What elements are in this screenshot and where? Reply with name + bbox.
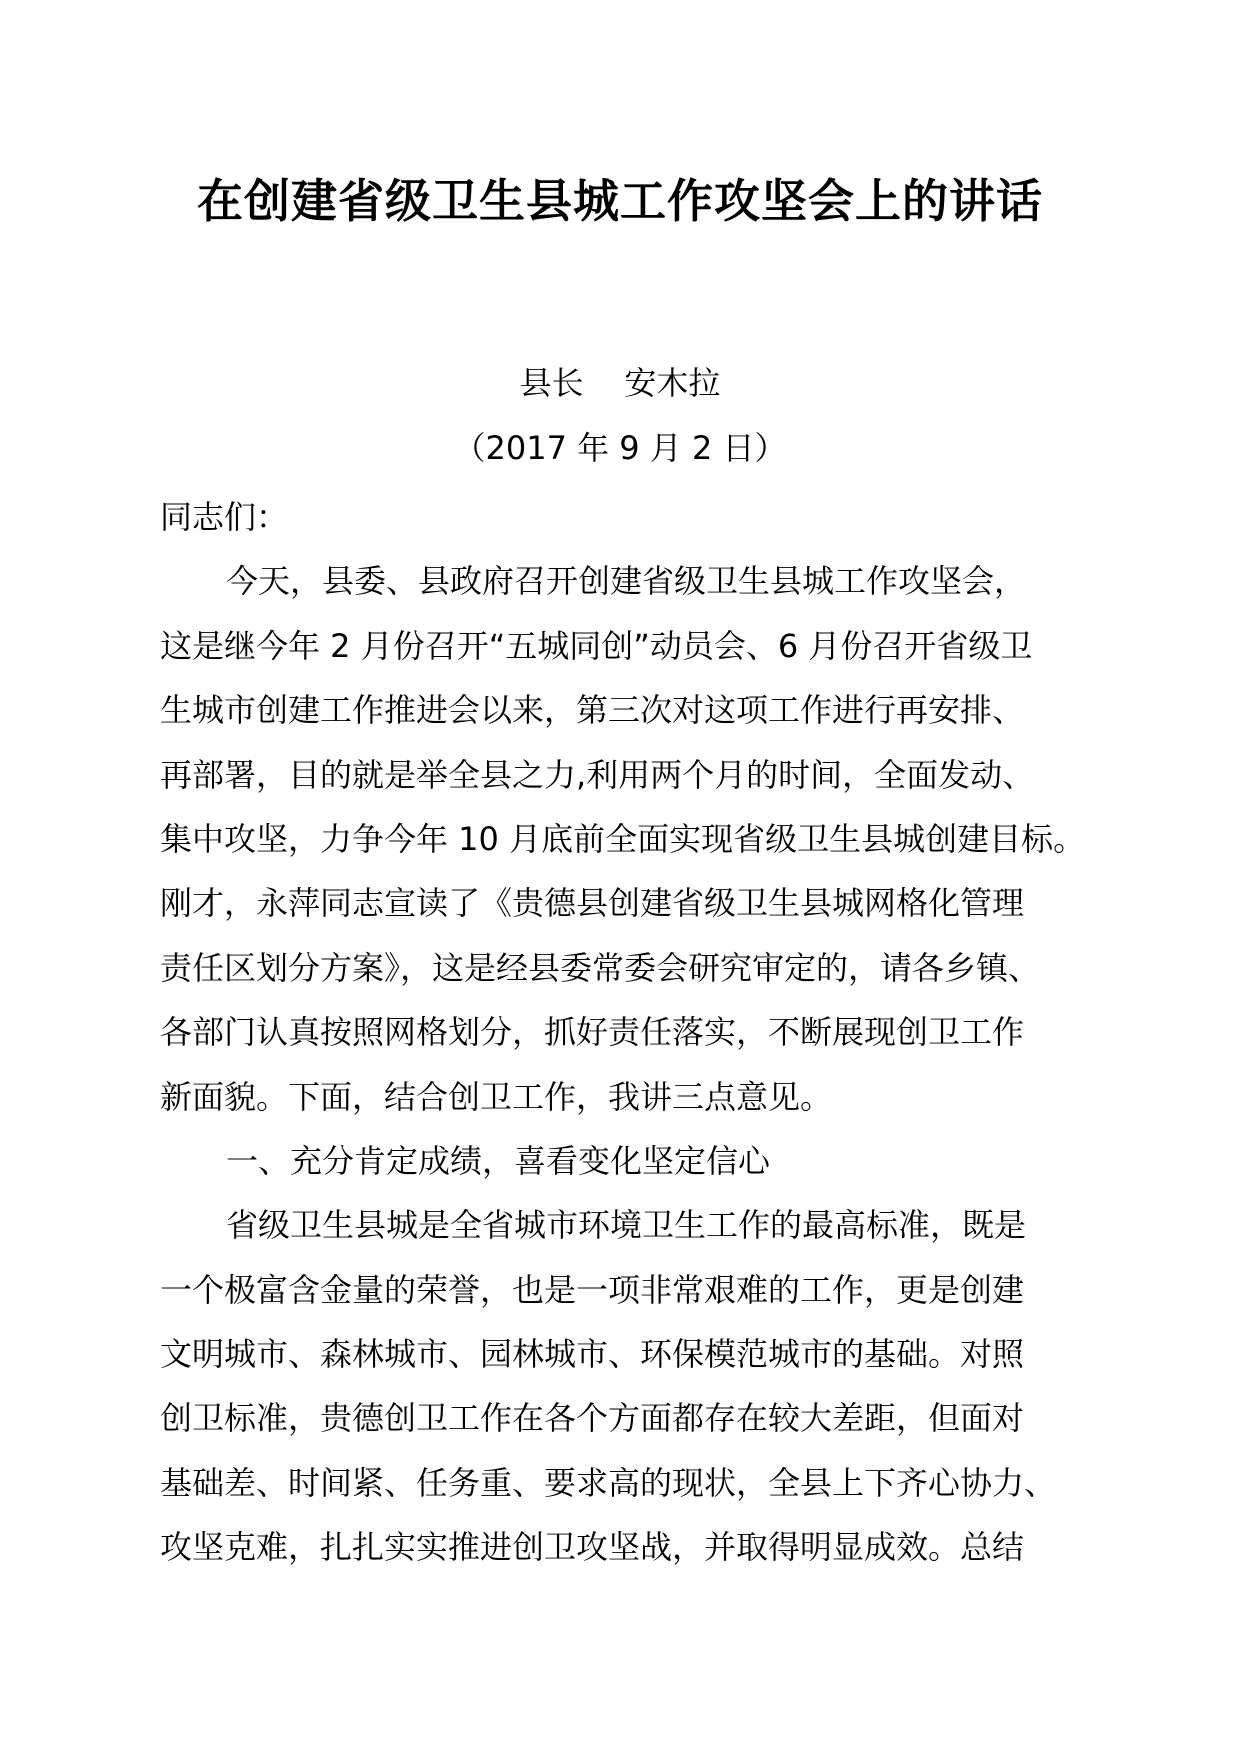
text-line: 再部署，目的就是举全县之力,利用两个月的时间，全面发动、 bbox=[160, 755, 1035, 794]
text-line: 一个极富含金量的荣誉，也是一项非常艰难的工作，更是创建 bbox=[160, 1270, 1025, 1309]
document-title: 在创建省级卫生县城工作攻坚会上的讲话 bbox=[197, 174, 1043, 228]
text-line: 各部门认真按照网格划分，抓好责任落实，不断展现创卫工作 bbox=[160, 1013, 1025, 1052]
text-line: 生城市创建工作推进会以来，第三次对这项工作进行再安排、 bbox=[160, 691, 1025, 730]
text-line: 创卫标准，贵德创卫工作在各个方面都存在较大差距，但面对 bbox=[160, 1399, 1025, 1438]
text-line: 攻坚克难，扎扎实实推进创卫攻坚战，并取得明显成效。总结 bbox=[160, 1528, 1025, 1567]
author-line: 县长 安木拉 bbox=[519, 364, 721, 402]
text-line: 今天，县委、县政府召开创建省级卫生县城工作攻坚会， bbox=[226, 562, 1027, 601]
salutation: 同志们： bbox=[160, 498, 289, 536]
text-line: 刚才，永萍同志宣读了《贵德县创建省级卫生县城网格化管理 bbox=[160, 884, 1025, 923]
paragraph-intro bbox=[160, 549, 1120, 1129]
document-body bbox=[160, 485, 1120, 1580]
text-line: 责任区划分方案》，这是经县委常委会研究审定的，请各乡镇、 bbox=[160, 948, 1041, 987]
paragraph-section-1 bbox=[160, 1193, 1120, 1579]
text-line: 这是继今年 2 月份召开“五城同创”动员会、6 月份召开省级卫 bbox=[160, 626, 1033, 665]
text-line: 基础差、时间紧、任务重、要求高的现状，全县上下齐心协力、 bbox=[160, 1463, 1057, 1502]
date-line: （2017 年 9 月 2 日） bbox=[453, 429, 787, 467]
text-line: 集中攻坚，力争今年 10 月底前全面实现省级卫生县城创建目标。 bbox=[160, 819, 1086, 858]
section-heading-1 bbox=[160, 1129, 1120, 1193]
section-heading: 一、充分肯定成绩，喜看变化坚定信心 bbox=[226, 1141, 771, 1180]
text-line: 文明城市、森林城市、园林城市、环保模范城市的基础。对照 bbox=[160, 1335, 1025, 1374]
text-line: 新面貌。下面，结合创卫工作，我讲三点意见。 bbox=[160, 1077, 833, 1116]
text-line: 省级卫生县城是全省城市环境卫生工作的最高标准，既是 bbox=[226, 1206, 1027, 1245]
